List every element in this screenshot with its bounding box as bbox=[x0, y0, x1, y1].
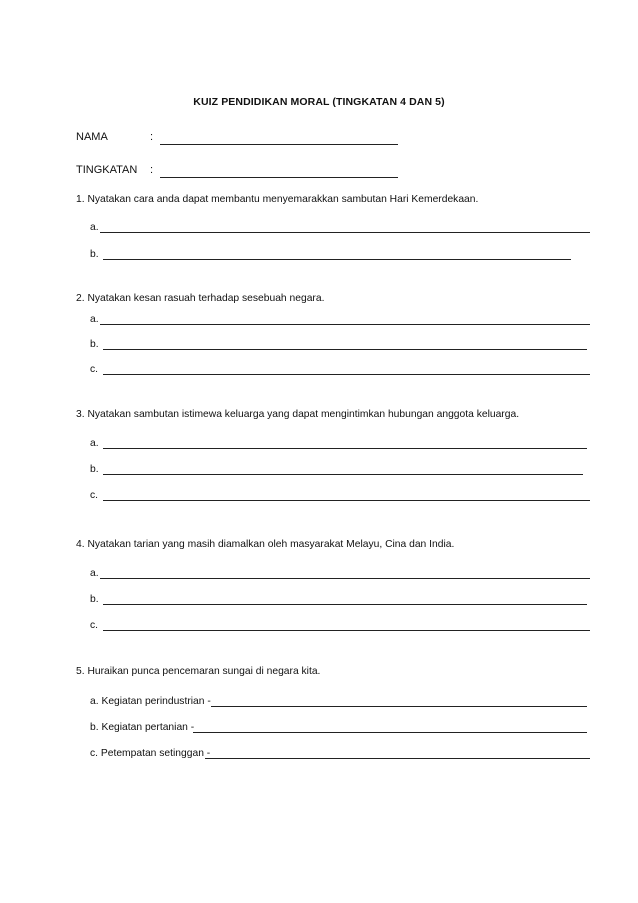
q2-answer-c-line[interactable] bbox=[103, 374, 590, 375]
q3-answer-a-label: a. bbox=[90, 438, 99, 449]
q5-answer-a-line[interactable] bbox=[211, 706, 587, 707]
q2-answer-b-line[interactable] bbox=[103, 349, 587, 350]
q5-answer-b-line[interactable] bbox=[193, 732, 587, 733]
name-colon: : bbox=[150, 131, 154, 143]
q1-answer-a-label: a. bbox=[90, 222, 99, 233]
q5-answer-b-label: b. Kegiatan pertanian - bbox=[90, 722, 195, 733]
q1-answer-b-line[interactable] bbox=[103, 259, 571, 260]
page-title: KUIZ PENDIDIKAN MORAL (TINGKATAN 4 DAN 5) bbox=[193, 96, 445, 108]
q4-answer-c-label: c. bbox=[90, 620, 99, 631]
name-input-line[interactable] bbox=[160, 144, 398, 145]
q4-answer-a-label: a. bbox=[90, 568, 99, 579]
form-label: TINGKATAN bbox=[76, 164, 138, 176]
q3-answer-c-line[interactable] bbox=[103, 500, 590, 501]
q3-answer-b-line[interactable] bbox=[103, 474, 583, 475]
q4-answer-c-line[interactable] bbox=[103, 630, 590, 631]
name-label: NAMA bbox=[76, 131, 108, 143]
question-4: 4. Nyatakan tarian yang masih diamalkan oleh masyarakat Melayu, Cina dan India. bbox=[76, 539, 455, 550]
q2-answer-a-line[interactable] bbox=[100, 324, 590, 325]
question-1: 1. Nyatakan cara anda dapat membantu menyemarakkan sambutan Hari Kemerdekaan. bbox=[76, 194, 479, 205]
q2-answer-b-label: b. bbox=[90, 339, 99, 350]
form-input-line[interactable] bbox=[160, 177, 398, 178]
question-3: 3. Nyatakan sambutan istimewa keluarga yang dapat mengintimkan hubungan anggota keluarga. bbox=[76, 409, 520, 420]
q5-answer-a-label: a. Kegiatan perindustrian - bbox=[90, 696, 211, 707]
question-2: 2. Nyatakan kesan rasuah terhadap sesebuah negara. bbox=[76, 293, 325, 304]
question-5: 5. Huraikan punca pencemaran sungai di negara kita. bbox=[76, 666, 321, 677]
q1-answer-b-label: b. bbox=[90, 249, 99, 260]
q5-answer-c-line[interactable] bbox=[205, 758, 590, 759]
q3-answer-a-line[interactable] bbox=[103, 448, 587, 449]
q1-answer-a-line[interactable] bbox=[100, 232, 590, 233]
q4-answer-b-label: b. bbox=[90, 594, 99, 605]
q2-answer-a-label: a. bbox=[90, 314, 99, 325]
q3-answer-b-label: b. bbox=[90, 464, 99, 475]
form-colon: : bbox=[150, 164, 154, 176]
q2-answer-c-label: c. bbox=[90, 364, 99, 375]
q3-answer-c-label: c. bbox=[90, 490, 99, 501]
q4-answer-b-line[interactable] bbox=[103, 604, 587, 605]
q4-answer-a-line[interactable] bbox=[100, 578, 590, 579]
q5-answer-c-label: c. Petempatan setinggan - bbox=[90, 748, 211, 759]
